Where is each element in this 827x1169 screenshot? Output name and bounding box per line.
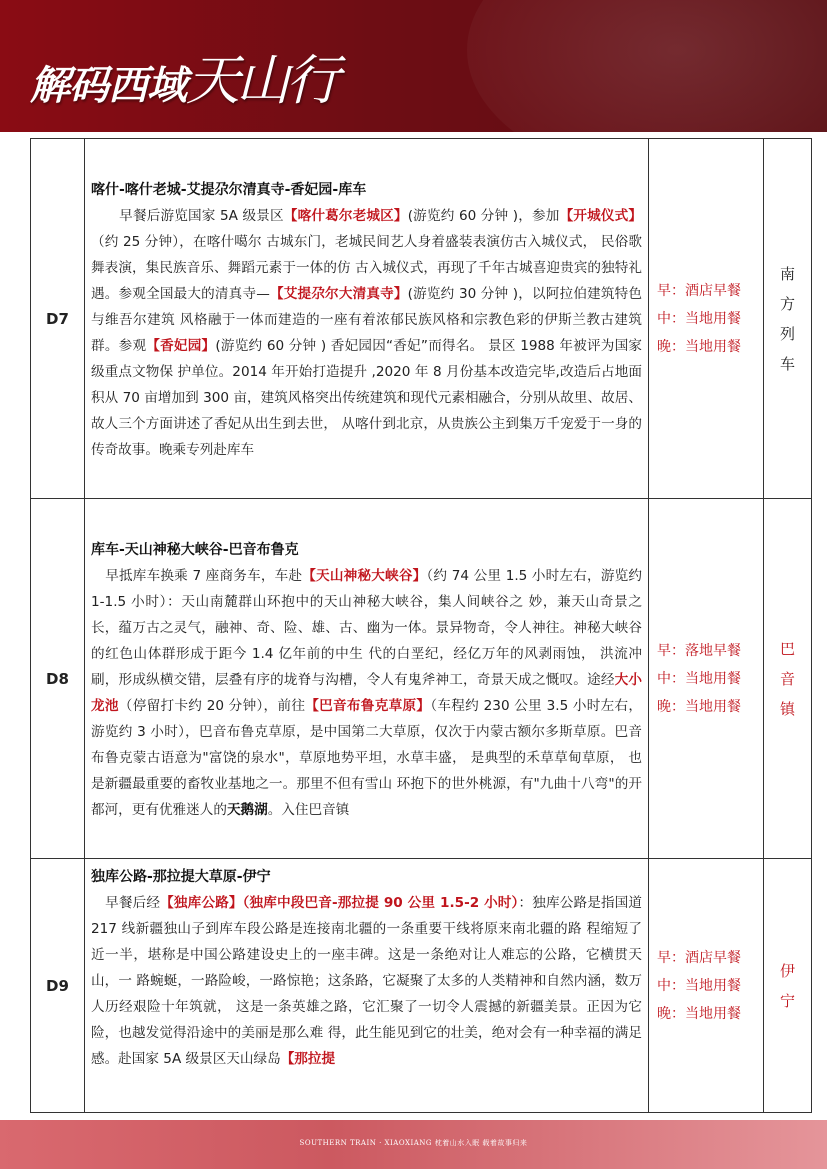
highlight-spot: 【天山神秘大峡谷】	[302, 567, 427, 584]
stay-cell	[764, 499, 812, 859]
day-description	[85, 499, 649, 859]
day-label: D9	[31, 859, 85, 1113]
highlight-spot: 【巴音布鲁克草原】	[305, 697, 431, 714]
day-description	[85, 139, 649, 499]
meals-cell	[649, 859, 764, 1113]
highlight-spot: 【那拉提	[280, 1051, 336, 1067]
meal-lunch: 中：当地用餐	[657, 977, 741, 994]
stay-location: 南方列车	[780, 264, 796, 373]
meal-lunch: 中：当地用餐	[657, 310, 741, 327]
stay-cell	[764, 859, 812, 1113]
brand-title: 解码西域天山行	[30, 49, 336, 112]
highlight-spot: 大小龙池	[91, 671, 642, 714]
meal-dinner: 晚：当地用餐	[657, 338, 741, 355]
route-title: 喀什-喀什老城-艾提尕尔清真寺-香妃园-库车	[91, 181, 367, 198]
meal-breakfast: 早：落地早餐	[657, 642, 741, 659]
description-text: 早餐后经【独库公路】（独库中段巴音-那拉提 90 公里 1.5-2 小时）：独库公路是指国道 217 线新疆独山子到库车段公路是连接南北疆的一条重要干线将原来南北疆的路 程缩短了近一半，堪称是中国公路建设史上的一座丰碑。这是一条绝对让人难忘的公路，它横贯天山，一 路蜿蜒，一路险峻，一路惊艳；这条路，它凝聚了太多的人类精神和自然内涵，数万人历经艰险十年筑就， 这是一条英雄之路，它汇聚了一切令人震撼的新疆美景。正因为它险，也越发觉得沿途中的美丽是那么难 得，此生能见到它的壮美，绝对会有一种幸福的满足感。赴国家 5A 级景区天山绿岛【那拉提	[91, 895, 642, 1067]
bold-spot: 天鹅湖	[226, 801, 268, 818]
route-title: 独库公路-那拉提大草原-伊宁	[91, 869, 271, 885]
day-label: D7	[31, 139, 85, 499]
meal-dinner: 晚：当地用餐	[657, 1005, 741, 1022]
footer-slogan: SOUTHERN TRAIN · XIAOXIANG 枕着山水入眠 载着故事归来	[299, 1139, 528, 1147]
stay-location: 伊宁	[780, 961, 796, 1010]
footer-banner	[0, 1120, 827, 1169]
day-label: D8	[31, 499, 85, 859]
itinerary-row-d9	[31, 859, 812, 1113]
highlight-spot: 【香妃园】	[146, 337, 216, 354]
highlight-spot: 【艾提尕尔大清真寺】	[269, 285, 408, 302]
highlight-spot: 【开城仪式】	[559, 207, 643, 224]
header-glow	[467, 0, 827, 132]
day-description	[85, 859, 649, 1113]
meal-breakfast: 早：酒店早餐	[657, 282, 741, 299]
stay-location: 巴音镇	[780, 639, 796, 718]
description-text: 早餐后游览国家 5A 级景区【喀什葛尔老城区】(游览约 60 分钟 )，参加【开城仪式】（约 25 分钟），在喀什噶尔 古城东门，老城民间艺人身着盛装表演仿古入城仪式， 民俗歌舞表演，集民族音乐、舞蹈元素于一体的仿 古入城仪式，再现了千年古城喜迎贵宾的独特礼遇。参观全国最大的清真寺—【艾提尕尔大清真寺】(游览约 30 分钟 )，以阿拉伯建筑特色与维吾尔建筑 风格融于一体而建造的一座有着浓郁民族风格和宗教色彩的伊斯兰教古建筑群。参观【香妃园】(游览约 60 分钟 ) 香妃园因“香妃”而得名。 景区 1988 年被评为国家级重点文物保 护单位。2014 年开始打造提升 ,2020 年 8 月份基本改造完毕,改造后占地面积从 70 亩增加到 300 亩，建筑风格突出传统建筑和现代元素相融合，分别从故里、故居、故人三个方面讲述了香妃从出生到去世， 从喀什到北京，从贵族公主到集万千宠爱于一身的传奇故事。晚乘专列赴库车	[91, 207, 643, 458]
itinerary-table	[30, 138, 812, 1113]
highlight-spot: 【独库公路】（独库中段巴音-那拉提 90 公里 1.5-2 小时）	[160, 895, 519, 911]
description-text: 早抵库车换乘 7 座商务车，车赴【天山神秘大峡谷】（约 74 公里 1.5 小时左右，游览约 1-1.5 小时）：天山南麓群山环抱中的天山神秘大峡谷，集人间峡谷之 妙，兼天山奇景之长，蕴万古之灵气，融神、奇、险、雄、古、幽为一体。景异物奇，令人神往。神秘大峡谷的红色山体群形成于距今 1.4 亿年前的中生 代的白垩纪，经亿万年的风剥雨蚀， 洪流冲刷，形成纵横交错，层叠有序的垅脊与沟槽，令人有鬼斧神工，奇景天成之慨叹。途经大小龙池（停留打卡约 20 分钟），前往【巴音布鲁克草原】（车程约 230 公里 3.5 小时左右，游览约 3 小时），巴音布鲁克草原，是中国第二大草原，仅次于内蒙古额尔多斯草原。巴音布鲁克蒙古语意为"富饶的泉水"，草原地势平坦，水草丰盛， 是典型的禾草草甸草原， 也是新疆最重要的畜牧业基地之一。那里不但有雪山 环抱下的世外桃源，有"九曲十八弯"的开都河，更有优雅迷人的天鹅湖。入住巴音镇	[91, 567, 643, 818]
meals-cell	[649, 499, 764, 859]
itinerary-row-d8	[31, 499, 812, 859]
header-banner	[0, 0, 827, 132]
highlight-spot: 【喀什葛尔老城区】	[283, 207, 408, 224]
route-title: 库车-天山神秘大峡谷-巴音布鲁克	[91, 541, 299, 558]
meal-breakfast: 早：酒店早餐	[657, 949, 741, 966]
meal-lunch: 中：当地用餐	[657, 670, 741, 687]
itinerary-row-d7	[31, 139, 812, 499]
meals-cell	[649, 139, 764, 499]
meal-dinner: 晚：当地用餐	[657, 698, 741, 715]
stay-cell	[764, 139, 812, 499]
